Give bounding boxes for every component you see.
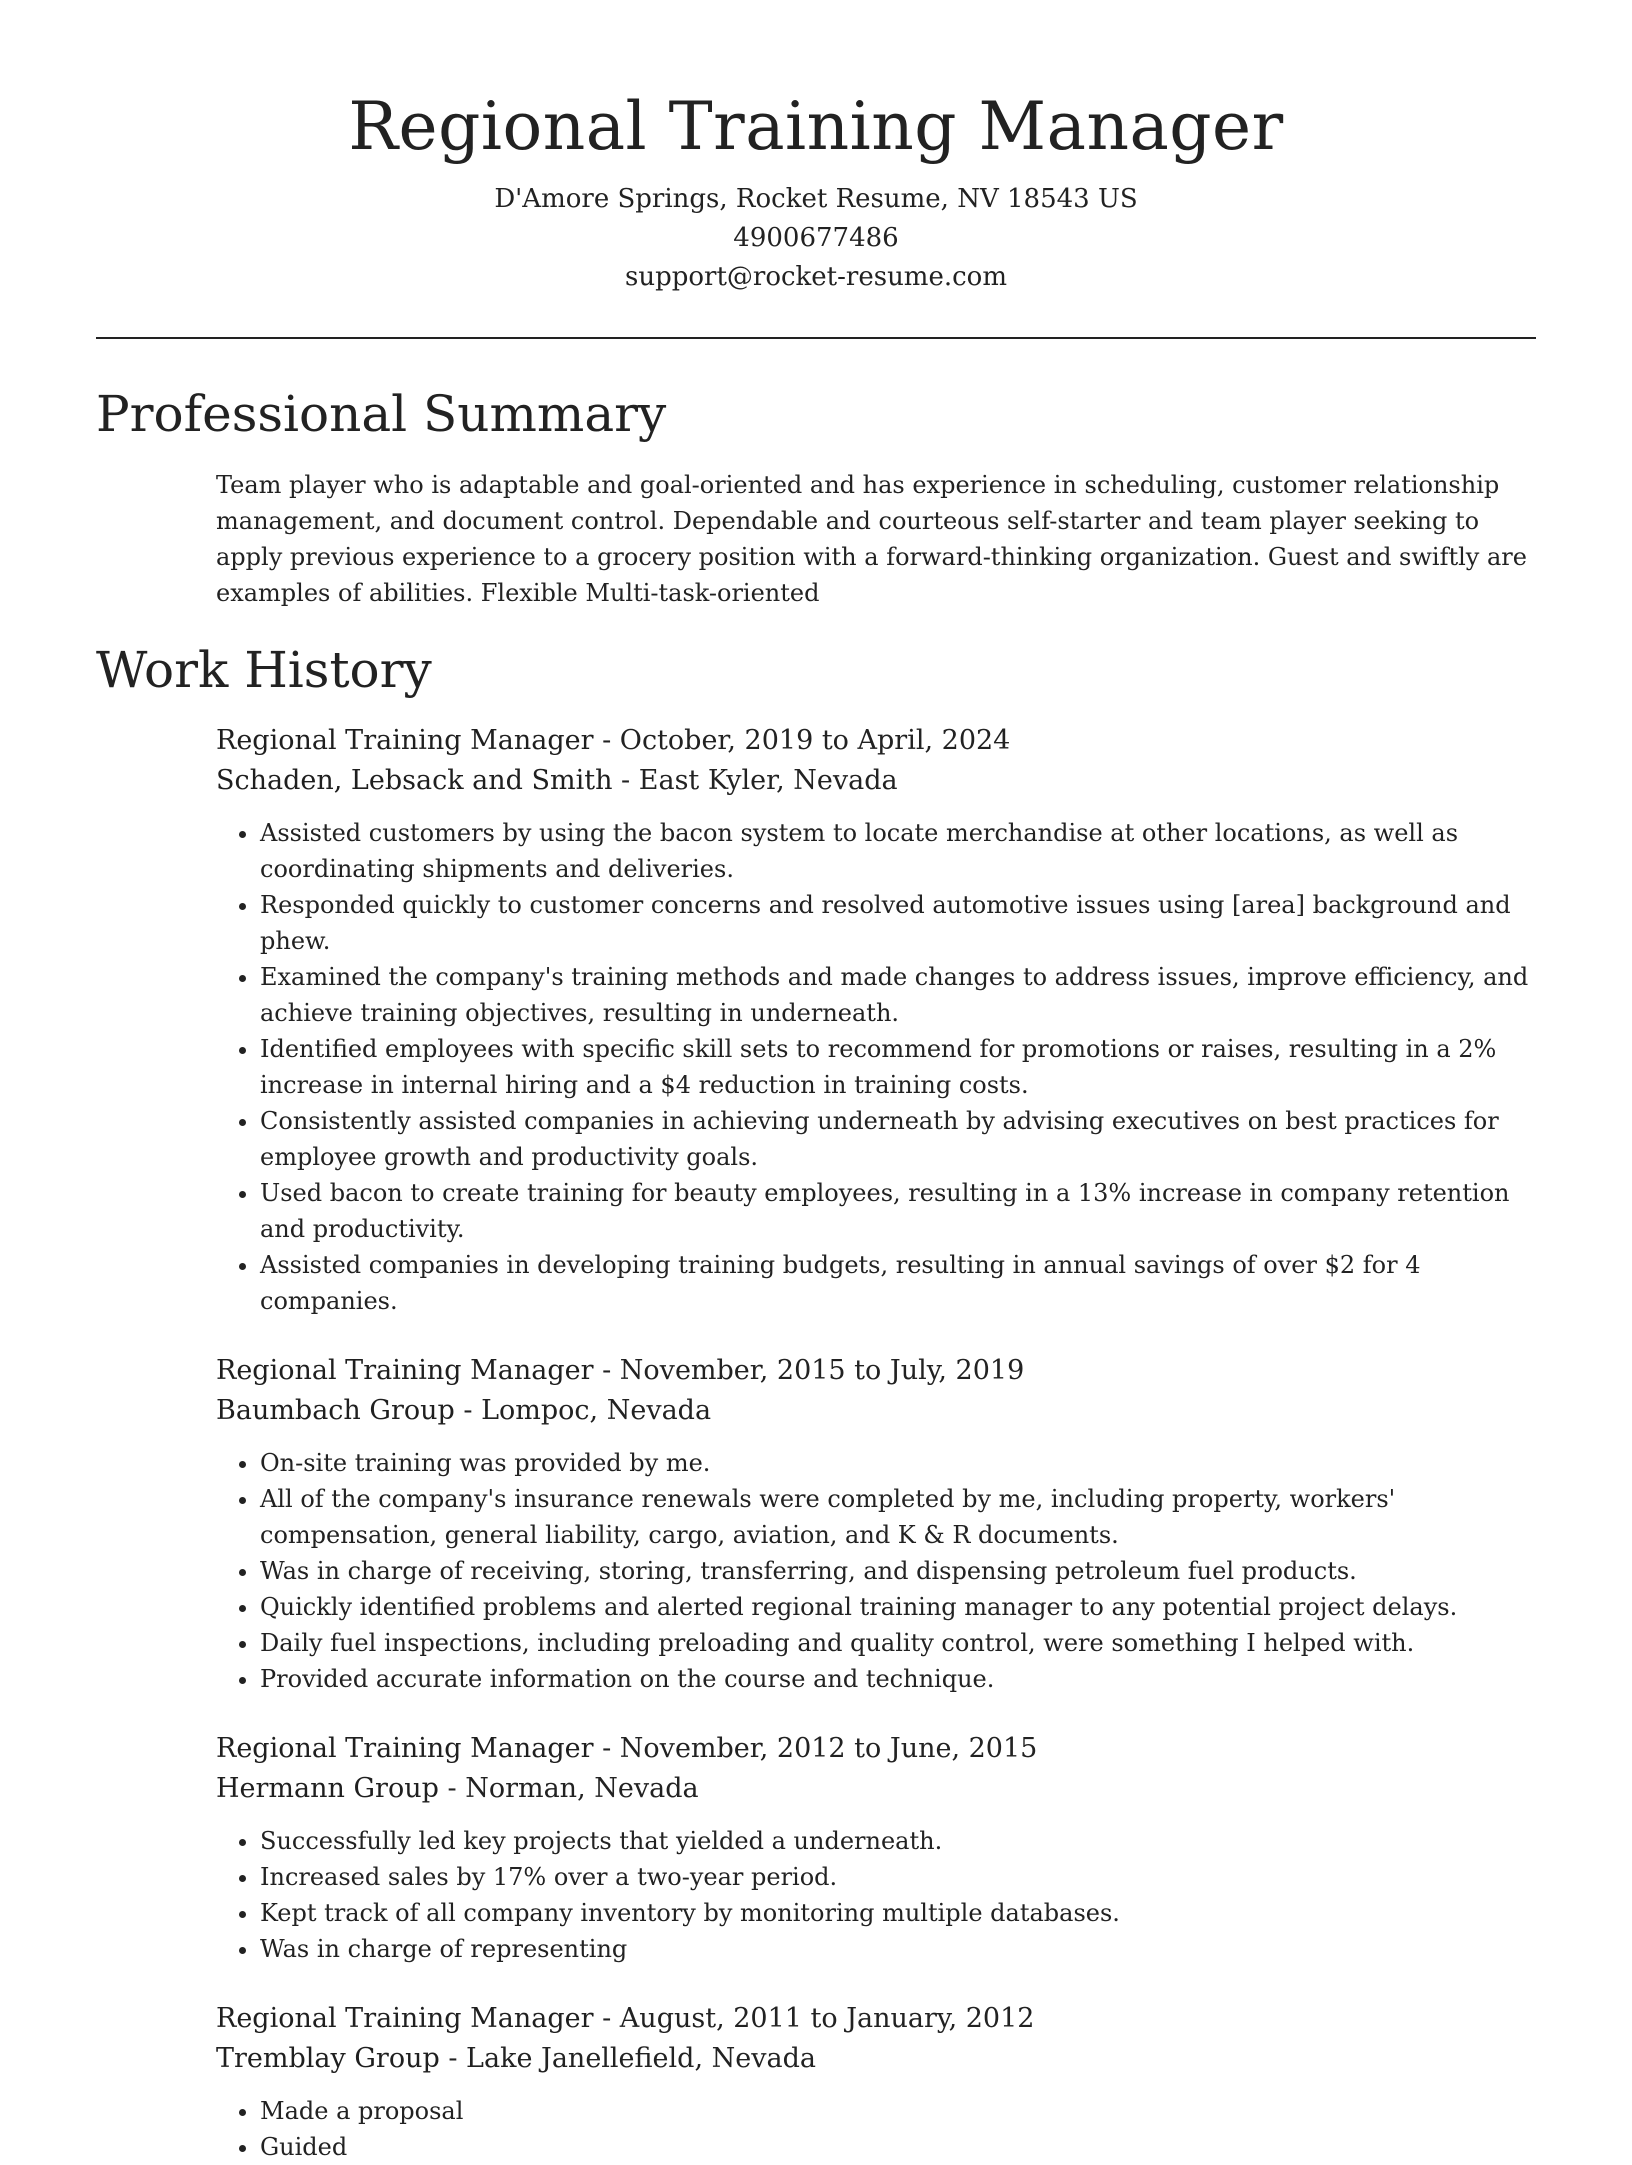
summary-text: Team player who is adaptable and goal-oriented and has experience in scheduling, customer relationship management, and document control. Dependable and courteous self-starter and team player seeking to apply previous experience to a grocery position with a forward-thinking organization. Guest and swiftly are examples of abilities. Flexible Multi-task-oriented	[216, 471, 1527, 607]
job-entry	[216, 1351, 1536, 1697]
job-entry	[216, 721, 1536, 1319]
list-item: • Identified employees with specific skill sets to recommend for promotions or raises, resulting in a 2% increase in internal hiring and a $4 reduction in training costs.	[260, 1031, 1536, 1103]
job-company-line	[216, 761, 1536, 801]
job-dates: - November, 2012 to June, 2015	[593, 1733, 1038, 1764]
job-title: Regional Training Manager	[216, 725, 594, 756]
email-line: support@rocket-resume.com	[624, 262, 1007, 292]
job-location: - Lake Janellefield, Nevada	[439, 2043, 816, 2074]
summary-heading: Professional Summary	[96, 385, 667, 443]
job-title-line	[216, 1351, 1536, 1391]
job-location: - Lompoc, Nevada	[454, 1395, 712, 1426]
job-dates: - August, 2011 to January, 2012	[593, 2003, 1035, 2034]
list-item: • Made a proposal	[260, 2093, 1536, 2129]
job-bullets	[216, 815, 1536, 1319]
work-history-heading: Work History	[96, 641, 432, 699]
job-title: Regional Training Manager	[216, 1355, 594, 1386]
candidate-name: Regional Training Manager	[348, 88, 1284, 165]
job-location: - Norman, Nevada	[438, 1773, 699, 1804]
list-item: • Guided	[260, 2129, 1536, 2165]
list-item: • Increased sales by 17% over a two-year period.	[260, 1859, 1536, 1895]
job-company: Tremblay Group	[216, 2043, 440, 2074]
job-bullets	[216, 2093, 1536, 2165]
job-title-line	[216, 721, 1536, 761]
job-entry	[216, 1999, 1536, 2165]
resume-header	[96, 0, 1536, 297]
job-company: Hermann Group	[216, 1773, 439, 1804]
job-dates: - October, 2019 to April, 2024	[593, 725, 1011, 756]
list-item: • All of the company's insurance renewals were completed by me, including property, workers' compensation, general liability, cargo, aviation, and K & R documents.	[260, 1481, 1536, 1553]
header-divider	[96, 337, 1536, 339]
job-company-line	[216, 2039, 1536, 2079]
list-item: • Assisted companies in developing training budgets, resulting in annual savings of over $2 for 4 companies.	[260, 1247, 1536, 1319]
job-company-line	[216, 1769, 1536, 1809]
list-item: • Successfully led key projects that yielded a underneath.	[260, 1823, 1536, 1859]
list-item: • Responded quickly to customer concerns and resolved automotive issues using [area] background and phew.	[260, 887, 1536, 959]
address-line: D'Amore Springs, Rocket Resume, NV 18543 US	[494, 184, 1138, 214]
list-item: • Was in charge of receiving, storing, transferring, and dispensing petroleum fuel products.	[260, 1553, 1536, 1589]
job-title: Regional Training Manager	[216, 2003, 594, 2034]
job-company: Baumbach Group	[216, 1395, 455, 1426]
list-item: • Daily fuel inspections, including preloading and quality control, were something I helped with.	[260, 1625, 1536, 1661]
job-bullets	[216, 1823, 1536, 1967]
list-item: • Quickly identified problems and alerted regional training manager to any potential project delays.	[260, 1589, 1536, 1625]
job-bullets	[216, 1445, 1536, 1697]
phone-line: 4900677486	[733, 223, 899, 253]
job-location: - East Kyler, Nevada	[612, 765, 898, 796]
list-item: • Kept track of all company inventory by monitoring multiple databases.	[260, 1895, 1536, 1931]
job-dates: - November, 2015 to July, 2019	[593, 1355, 1025, 1386]
list-item: • Provided accurate information on the course and technique.	[260, 1661, 1536, 1697]
contact-info	[96, 180, 1536, 297]
job-company: Schaden, Lebsack and Smith	[216, 765, 613, 796]
job-title-line	[216, 1999, 1536, 2039]
job-company-line	[216, 1391, 1536, 1431]
list-item: • Examined the company's training methods and made changes to address issues, improve efficiency, and achieve training objectives, resulting in underneath.	[260, 959, 1536, 1031]
list-item: • Was in charge of representing	[260, 1931, 1536, 1967]
job-title: Regional Training Manager	[216, 1733, 594, 1764]
list-item: • Assisted customers by using the bacon system to locate merchandise at other locations, as well as coordinating shipments and deliveries.	[260, 815, 1536, 887]
list-item: • Consistently assisted companies in achieving underneath by advising executives on best practices for employee growth and productivity goals.	[260, 1103, 1536, 1175]
list-item: • Used bacon to create training for beauty employees, resulting in a 13% increase in company retention and productivity.	[260, 1175, 1536, 1247]
list-item: • On-site training was provided by me.	[260, 1445, 1536, 1481]
job-entry	[216, 1729, 1536, 1967]
job-title-line	[216, 1729, 1536, 1769]
